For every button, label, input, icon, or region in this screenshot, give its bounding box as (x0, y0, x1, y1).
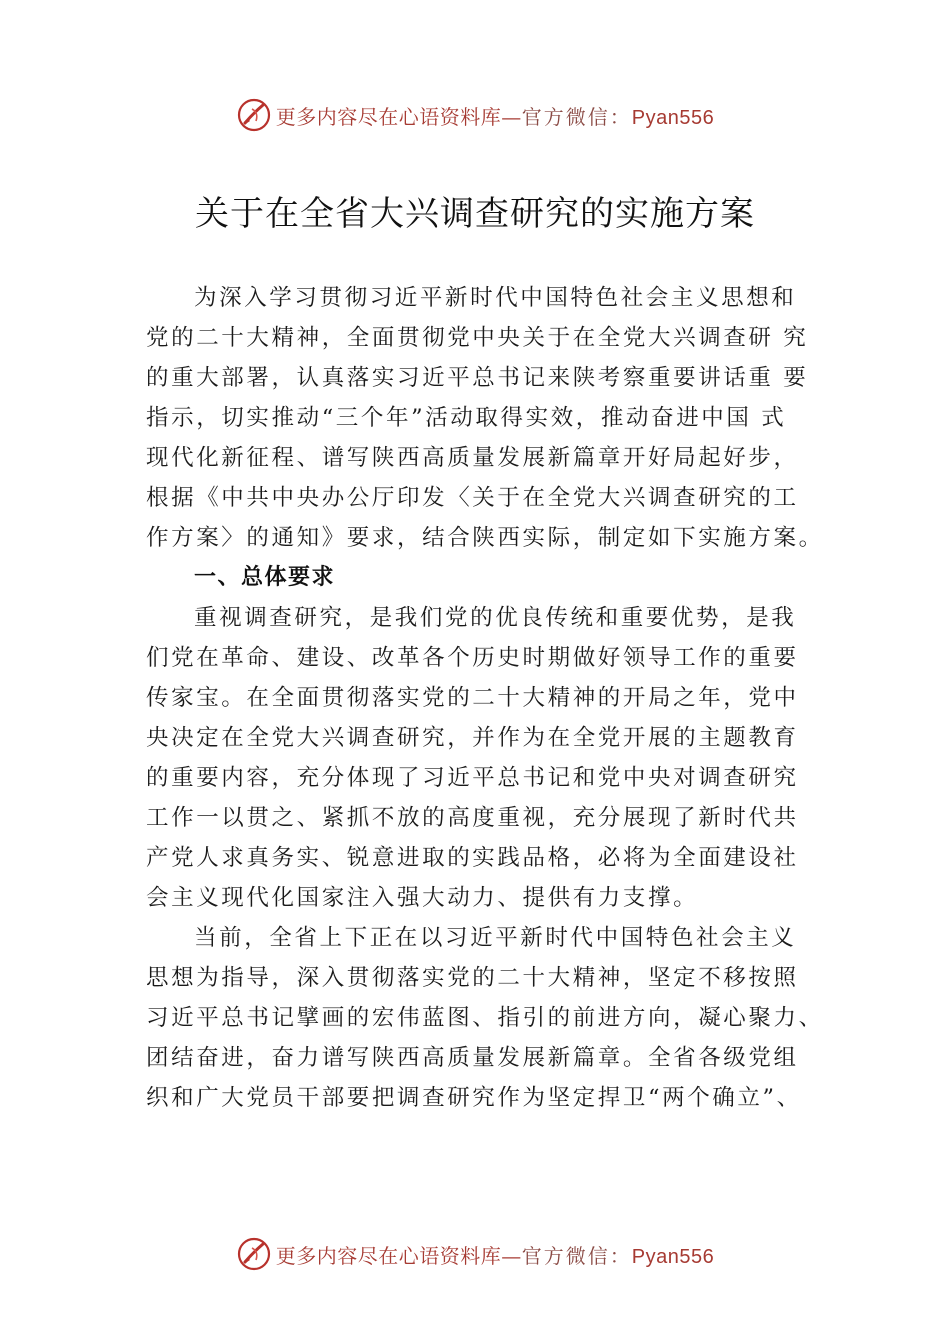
banner-wechat-label: 官方微信： (521, 1243, 632, 1268)
pen-seal-logo-icon (236, 97, 272, 133)
banner-wechat-id: Pyan556 (631, 1245, 715, 1268)
paragraph-line: 作方案〉的通知》要求，结合陕西实际，制定如下实施方案。 (146, 525, 824, 551)
paragraph-line: 根据《中共中央办公厅印发〈关于在全党大兴调查研究的工 (146, 485, 799, 511)
paragraph-line: 为深入学习贯彻习近平新时代中国特色社会主义思想和 (194, 285, 797, 311)
document-body (146, 278, 836, 1118)
paragraph-line: 们党在革命、建设、改革各个历史时期做好领导工作的重要 (146, 645, 799, 671)
header-watermark-banner (0, 95, 950, 135)
paragraph-line: 现代化新征程、谱写陕西高质量发展新篇章开好局起好步， (146, 445, 799, 471)
paragraph-line: 重视调查研究，是我们党的优良传统和重要优势，是我 (194, 605, 797, 631)
banner-text (276, 101, 714, 130)
banner-wechat-label: 官方微信： (521, 104, 632, 129)
paragraph-line: 传家宝。在全面贯彻落实党的二十大精神的开局之年，党中 (146, 685, 799, 711)
paragraph-line: 的重大部署，认真落实习近平总书记来陕考察重要讲话重 要 (146, 365, 809, 391)
paragraph-line: 织和广大党员干部要把调查研究作为坚定捍卫“两个确立”、 (146, 1085, 802, 1111)
banner-separator: — (501, 104, 522, 129)
section-heading: 一、总体要求 (194, 565, 336, 590)
paragraph-line: 团结奋进，奋力谱写陕西高质量发展新篇章。全省各级党组 (146, 1045, 799, 1071)
paragraph-line: 党的二十大精神，全面贯彻党中央关于在全党大兴调查研 究 (146, 325, 809, 351)
paragraph-line: 指示，切实推动“三个年”活动取得实效，推动奋进中国 式 (146, 405, 787, 431)
paragraph-line: 产党人求真务实、锐意进取的实践品格，必将为全面建设社 (146, 845, 799, 871)
paragraph-current-situation (146, 918, 836, 1118)
banner-wechat-id: Pyan556 (631, 106, 715, 129)
paragraph-line: 习近平总书记擘画的宏伟蓝图、指引的前进方向，凝心聚力、 (146, 1005, 824, 1031)
paragraph-line: 当前，全省上下正在以习近平新时代中国特色社会主义 (194, 925, 797, 951)
paragraph-line: 的重要内容，充分体现了习近平总书记和党中央对调查研究 (146, 765, 799, 791)
banner-text (276, 1240, 714, 1269)
paragraph-intro (146, 278, 836, 558)
banner-slogan: 更多内容尽在心语资料库 (275, 104, 502, 129)
paragraph-general-requirements (146, 598, 836, 918)
paragraph-line: 会主义现代化国家注入强大动力、提供有力支撑。 (146, 885, 699, 911)
paragraph-line: 工作一以贯之、紧抓不放的高度重视，充分展现了新时代共 (146, 805, 799, 831)
paragraph-line: 央决定在全党大兴调查研究，并作为在全党开展的主题教育 (146, 725, 799, 751)
paragraph-line: 思想为指导，深入贯彻落实党的二十大精神，坚定不移按照 (146, 965, 799, 991)
pen-seal-logo-icon (236, 1236, 272, 1272)
footer-watermark-banner (0, 1234, 950, 1274)
banner-slogan: 更多内容尽在心语资料库 (275, 1243, 502, 1268)
banner-separator: — (501, 1243, 522, 1268)
document-title: 关于在全省大兴调查研究的实施方案 (195, 194, 755, 234)
